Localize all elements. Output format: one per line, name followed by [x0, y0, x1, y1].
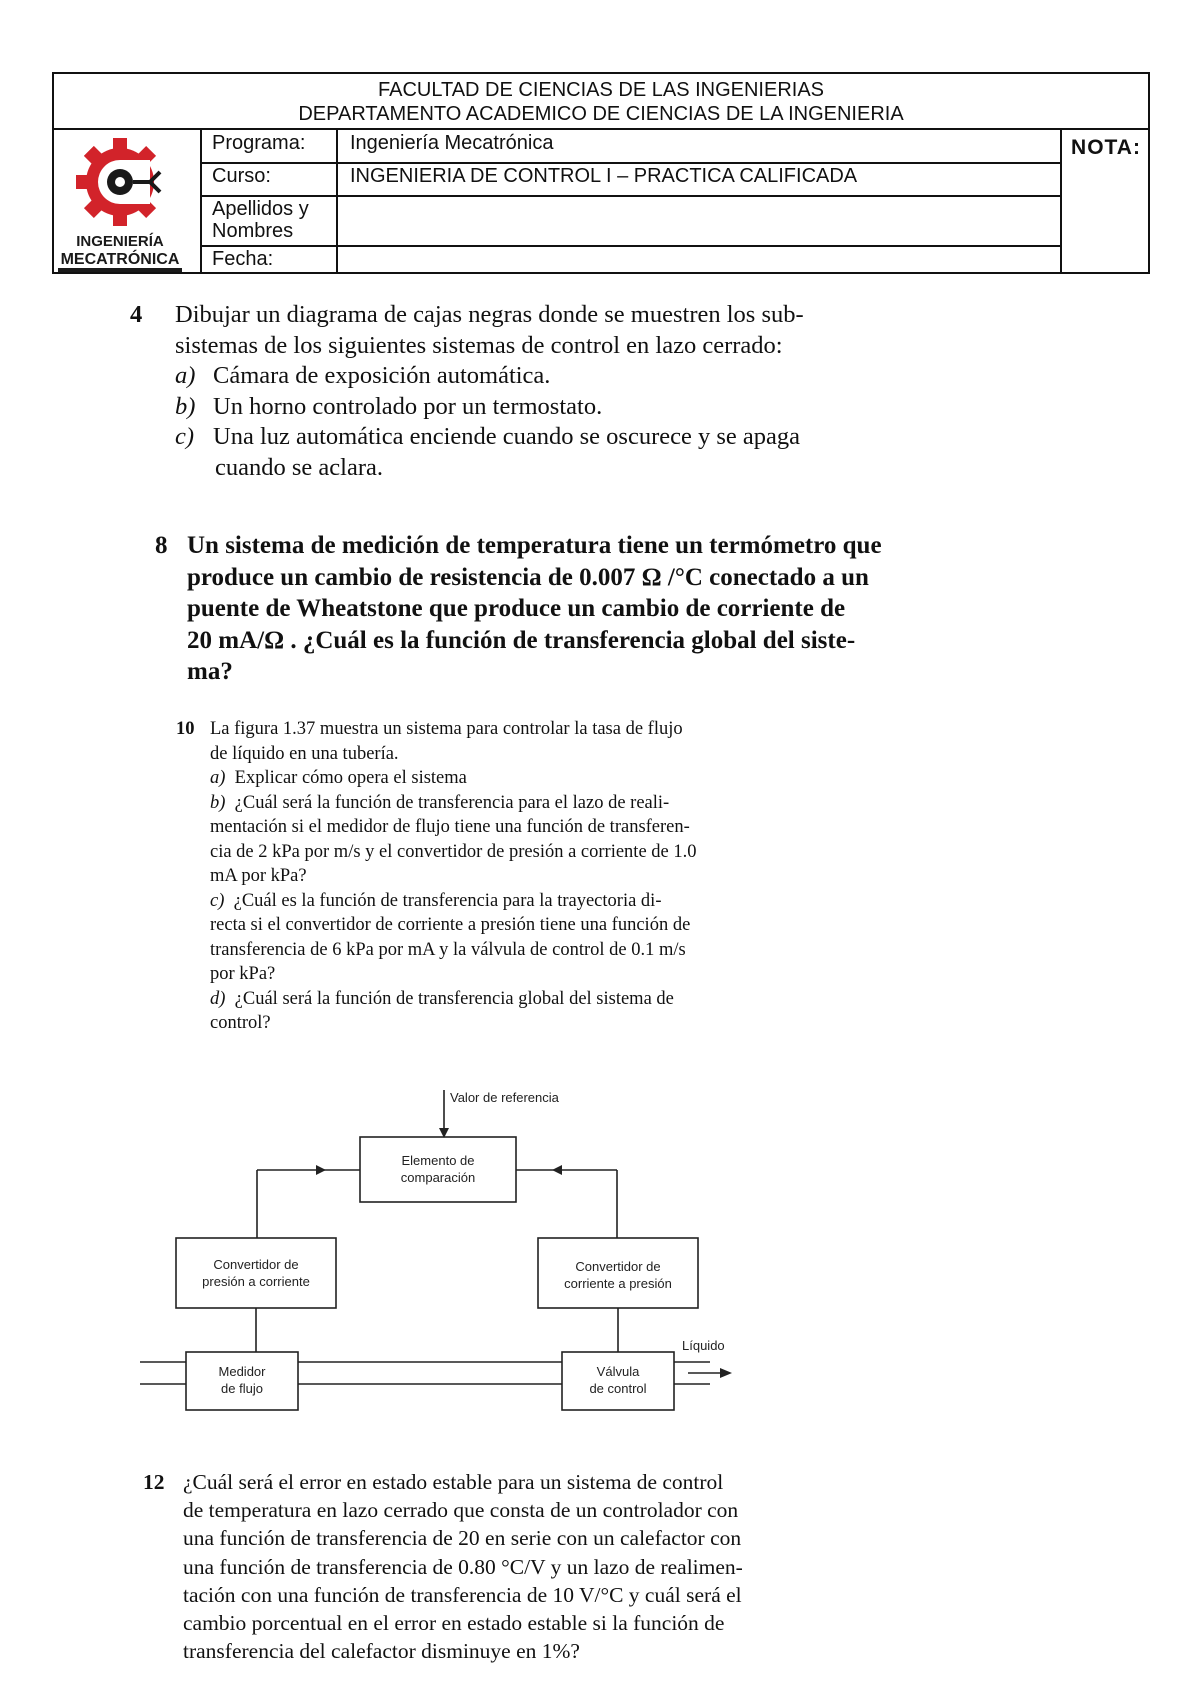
subitem-b: b) Un horno controlado por un termostato.: [175, 392, 603, 420]
programa-label: Programa:: [212, 132, 306, 154]
svg-text:presión a corriente: presión a corriente: [202, 1274, 310, 1289]
subitem-c-line: recta si el convertidor de corriente a presión tiene una función de: [210, 915, 691, 935]
logo-text-line1: INGENIERÍA: [76, 233, 164, 250]
subitem-d-line: control?: [210, 1013, 271, 1033]
problem-number: 12: [143, 1470, 165, 1494]
liquid-label: Líquido: [682, 1338, 725, 1353]
faculty-name: FACULTAD DE CIENCIAS DE LAS INGENIERIAS: [377, 79, 825, 101]
svg-text:de flujo: de flujo: [221, 1381, 263, 1396]
fecha-label: Fecha:: [212, 248, 274, 270]
gear-logo-icon: [54, 130, 200, 274]
curso-label: Curso:: [212, 165, 271, 187]
exam-header: [52, 72, 1150, 274]
fecha-field[interactable]: [338, 248, 1062, 272]
reference-label: Valor de referencia: [450, 1090, 559, 1105]
problem-text-line: de temperatura en lazo cerrado que consta de un controlador con: [183, 1498, 739, 1523]
programa-value: Ingeniería Mecatrónica: [350, 132, 554, 154]
svg-text:Medidor: Medidor: [218, 1364, 266, 1379]
problem-text-line: de líquido en una tubería.: [210, 743, 399, 764]
department-name: DEPARTAMENTO ACADEMICO DE CIENCIAS DE LA INGENIERIA: [298, 103, 904, 125]
subitem-b-line: mentación si el medidor de flujo tiene una función de transferen-: [210, 817, 690, 837]
problem-text-line: ma?: [187, 658, 233, 685]
problem-text-line: cambio porcentual en el error en estado estable si la función de: [183, 1611, 725, 1636]
subitem-c-continued: cuando se aclara.: [215, 453, 383, 481]
problem-text-line: ¿Cuál será el error en estado estable para un sistema de control: [183, 1470, 724, 1494]
problem-text-line: Un sistema de medición de temperatura tiene un termómetro que: [187, 532, 882, 559]
arrow-right-icon: [316, 1165, 326, 1175]
pressure-to-current-block: [176, 1238, 336, 1308]
subitem-c: c) ¿Cuál es la función de transferencia para la trayectoria di-: [210, 890, 662, 911]
logo-text-line2: MECATRÓNICA: [60, 251, 180, 268]
curso-value: INGENIERIA DE CONTROL I – PRACTICA CALIFICADA: [350, 165, 858, 187]
problem-text-line: puente de Wheatstone que produce un cambio de corriente de: [187, 595, 846, 622]
svg-text:comparación: comparación: [400, 1170, 476, 1185]
subitem-d: d) ¿Cuál será la función de transferencia global del sistema de: [210, 988, 674, 1009]
problem-text-line: sistemas de los siguientes sistemas de control en lazo cerrado:: [175, 331, 783, 359]
subitem-c-line: transferencia de 6 kPa por mA y la válvula de control de 0.1 m/s: [210, 939, 686, 960]
subitem-c-line: por kPa?: [210, 964, 276, 984]
values-column: [338, 130, 1062, 274]
problem-text-line: produce un cambio de resistencia de 0.007 Ω /°C conectado a un: [187, 563, 869, 591]
problem-text-line: 20 mA/Ω . ¿Cuál es la función de transferencia global del siste-: [187, 626, 856, 654]
svg-text:de control: de control: [589, 1381, 647, 1396]
arrow-left-icon: [552, 1165, 562, 1175]
subitem-c: c) Una luz automática enciende cuando se oscurece y se apaga: [175, 423, 801, 450]
subitem-a: a) Explicar cómo opera el sistema: [210, 768, 467, 788]
svg-text:corriente a presión: corriente a presión: [564, 1276, 672, 1291]
problem-number: 10: [176, 719, 195, 739]
apellidos-label: Apellidos y Nombres: [212, 198, 309, 242]
problem-text-line: Dibujar un diagrama de cajas negras donde se muestren los sub-: [175, 301, 804, 328]
svg-text:Convertidor de: Convertidor de: [575, 1259, 661, 1274]
subitem-b: b) ¿Cuál será la función de transferencia para el lazo de reali-: [210, 792, 670, 813]
mechatronics-logo: [54, 130, 200, 274]
subitem-a: a) Cámara de exposición automática.: [175, 362, 551, 389]
flow-control-block-diagram: [140, 1080, 760, 1420]
problem-number: 8: [155, 532, 168, 559]
svg-text:Convertidor de: Convertidor de: [213, 1257, 299, 1272]
problem-text-line: transferencia del calefactor disminuye en 1%?: [183, 1639, 580, 1664]
subitem-b-line: mA por kPa?: [210, 866, 307, 886]
problem-text-line: tación con una función de transferencia de 10 V/°C y cuál será el: [183, 1582, 742, 1607]
labels-column: [200, 130, 338, 274]
apellidos-field[interactable]: [338, 198, 1062, 246]
svg-text:Válvula: Válvula: [596, 1364, 640, 1379]
liquid-arrow-icon: [720, 1368, 732, 1378]
problem-text-line: una función de transferencia de 0.80 °C/V y un lazo de realimen-: [183, 1554, 743, 1579]
problem-text-line: La figura 1.37 muestra un sistema para controlar la tasa de flujo: [210, 719, 683, 739]
problem-number: 4: [130, 301, 143, 328]
svg-text:Elemento de: Elemento de: [401, 1153, 475, 1168]
header-title: [54, 74, 1148, 130]
subitem-b-line: cia de 2 kPa por m/s y el convertidor de presión a corriente de 1.0: [210, 841, 697, 862]
nota-label: NOTA:: [1060, 130, 1150, 274]
problem-text-line: una función de transferencia de 20 en serie con un calefactor con: [183, 1526, 742, 1551]
